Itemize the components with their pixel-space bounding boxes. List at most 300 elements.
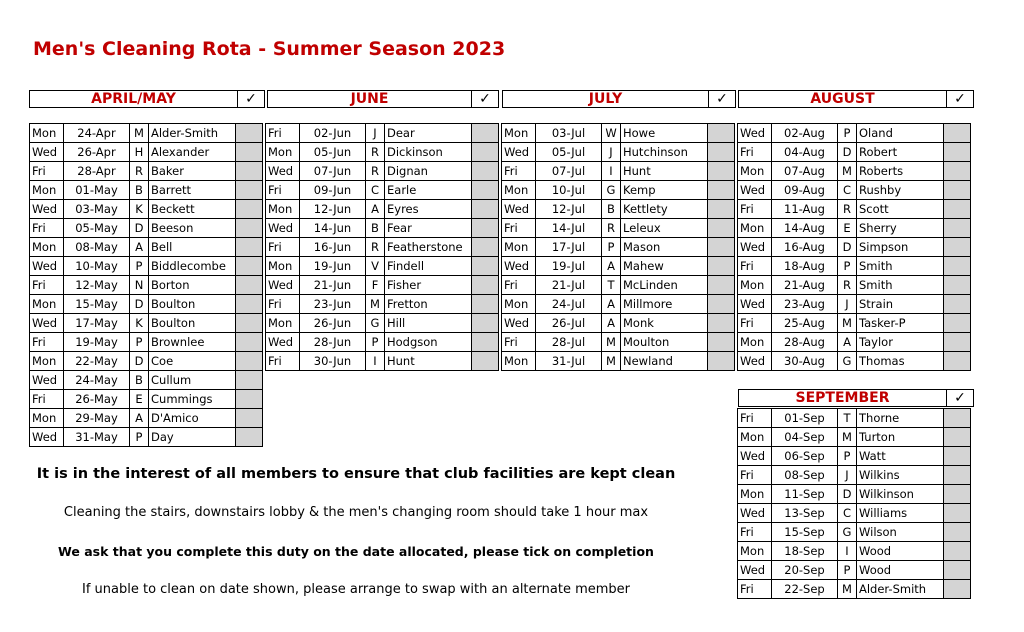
name-cell: Eyres [385, 200, 472, 219]
day-cell: Mon [266, 257, 300, 276]
day-cell: Fri [738, 143, 772, 162]
tick-box[interactable] [944, 238, 971, 257]
table-row [266, 333, 499, 352]
name-cell: Monk [621, 314, 708, 333]
day-cell: Mon [30, 295, 64, 314]
day-cell: Wed [30, 314, 64, 333]
initial-cell: W [602, 124, 621, 143]
initial-cell: P [838, 561, 857, 580]
name-cell: McLinden [621, 276, 708, 295]
name-cell: Newland [621, 352, 708, 371]
tick-box[interactable] [236, 143, 263, 162]
day-cell: Fri [30, 219, 64, 238]
tick-box[interactable] [472, 124, 499, 143]
table-row [502, 219, 735, 238]
tick-box[interactable] [472, 162, 499, 181]
date-cell: 23-Jun [300, 295, 366, 314]
table-row [738, 295, 971, 314]
name-cell: Sherry [857, 219, 944, 238]
rota-table-june [265, 123, 499, 371]
table-row [30, 295, 263, 314]
table-row [502, 352, 735, 371]
table-row [266, 162, 499, 181]
day-cell: Wed [30, 428, 64, 447]
date-cell: 28-Jun [300, 333, 366, 352]
date-cell: 08-Sep [772, 466, 838, 485]
tick-box[interactable] [708, 314, 735, 333]
tick-box[interactable] [708, 352, 735, 371]
tick-box[interactable] [944, 314, 971, 333]
initial-cell: T [838, 409, 857, 428]
name-cell: Dignan [385, 162, 472, 181]
table-row [502, 181, 735, 200]
name-cell: Roberts [857, 162, 944, 181]
name-cell: Thorne [857, 409, 944, 428]
day-cell: Mon [502, 238, 536, 257]
month-title: JULY [588, 91, 623, 107]
table-row [502, 162, 735, 181]
date-cell: 05-May [64, 219, 130, 238]
table-row [738, 542, 971, 561]
day-cell: Fri [502, 276, 536, 295]
note-swap: If unable to clean on date shown, please arrange to swap with an alternate member [81, 582, 630, 597]
initial-cell: R [130, 162, 149, 181]
tick-box[interactable] [236, 124, 263, 143]
initial-cell: B [130, 371, 149, 390]
tick-box[interactable] [944, 352, 971, 371]
date-cell: 09-Jun [300, 181, 366, 200]
name-cell: Hunt [621, 162, 708, 181]
tick-box[interactable] [708, 200, 735, 219]
tick-box[interactable] [708, 276, 735, 295]
tick-box[interactable] [944, 447, 971, 466]
month-title: SEPTEMBER [795, 390, 890, 406]
table-row [266, 314, 499, 333]
table-row [502, 257, 735, 276]
table-row [502, 238, 735, 257]
initial-cell: D [130, 352, 149, 371]
name-cell: Bell [149, 238, 236, 257]
name-cell: Smith [857, 276, 944, 295]
table-row [266, 257, 499, 276]
date-cell: 05-Jun [300, 143, 366, 162]
tick-box[interactable] [944, 333, 971, 352]
table-row [266, 124, 499, 143]
day-cell: Mon [502, 295, 536, 314]
table-row [30, 181, 263, 200]
tick-header-icon: ✓ [946, 91, 973, 107]
initial-cell: I [366, 352, 385, 371]
initial-cell: N [130, 276, 149, 295]
day-cell: Mon [266, 200, 300, 219]
day-cell: Mon [738, 219, 772, 238]
day-cell: Mon [30, 352, 64, 371]
date-cell: 20-Sep [772, 561, 838, 580]
day-cell: Mon [502, 352, 536, 371]
date-cell: 23-Aug [772, 295, 838, 314]
initial-cell: C [366, 181, 385, 200]
table-row [738, 314, 971, 333]
day-cell: Fri [738, 200, 772, 219]
tick-box[interactable] [236, 219, 263, 238]
initial-cell: M [838, 314, 857, 333]
date-cell: 04-Aug [772, 143, 838, 162]
date-cell: 14-Jun [300, 219, 366, 238]
tick-box[interactable] [944, 162, 971, 181]
rota-table-august [737, 123, 971, 371]
tick-box[interactable] [236, 371, 263, 390]
date-cell: 22-May [64, 352, 130, 371]
date-cell: 24-May [64, 371, 130, 390]
tick-box[interactable] [944, 124, 971, 143]
initial-cell: P [838, 124, 857, 143]
tick-box[interactable] [236, 276, 263, 295]
day-cell: Wed [30, 371, 64, 390]
day-cell: Fri [738, 580, 772, 599]
initial-cell: A [130, 409, 149, 428]
name-cell: Wilson [857, 523, 944, 542]
initial-cell: R [366, 143, 385, 162]
table-row [738, 447, 971, 466]
month-header-july [502, 90, 736, 108]
name-cell: D'Amico [149, 409, 236, 428]
date-cell: 22-Sep [772, 580, 838, 599]
note-tick-on-completion: We ask that you complete this duty on the date allocated, please tick on completion [58, 544, 654, 559]
initial-cell: B [366, 219, 385, 238]
date-cell: 12-Jun [300, 200, 366, 219]
note-duration: Cleaning the stairs, downstairs lobby & the men's changing room should take 1 hour max [63, 505, 649, 520]
date-cell: 19-May [64, 333, 130, 352]
date-cell: 30-Aug [772, 352, 838, 371]
initial-cell: P [366, 333, 385, 352]
name-cell: Kettlety [621, 200, 708, 219]
table-row [30, 428, 263, 447]
tick-box[interactable] [236, 238, 263, 257]
date-cell: 03-May [64, 200, 130, 219]
tick-box[interactable] [472, 219, 499, 238]
initial-cell: P [838, 257, 857, 276]
tick-box[interactable] [236, 162, 263, 181]
tick-box[interactable] [472, 352, 499, 371]
name-cell: Baker [149, 162, 236, 181]
day-cell: Wed [266, 162, 300, 181]
tick-box[interactable] [472, 333, 499, 352]
initial-cell: A [366, 200, 385, 219]
date-cell: 16-Jun [300, 238, 366, 257]
initial-cell: H [130, 143, 149, 162]
date-cell: 04-Sep [772, 428, 838, 447]
day-cell: Mon [738, 428, 772, 447]
table-row [502, 276, 735, 295]
table-row [738, 428, 971, 447]
initial-cell: E [130, 390, 149, 409]
month-title: JUNE [350, 91, 389, 107]
name-cell: Alder-Smith [149, 124, 236, 143]
initial-cell: P [838, 447, 857, 466]
day-cell: Fri [266, 295, 300, 314]
day-cell: Mon [502, 181, 536, 200]
date-cell: 28-Jul [536, 333, 602, 352]
name-cell: Hodgson [385, 333, 472, 352]
day-cell: Wed [266, 333, 300, 352]
initial-cell: G [602, 181, 621, 200]
month-header-september [738, 389, 974, 407]
tick-box[interactable] [708, 333, 735, 352]
tick-box[interactable] [708, 238, 735, 257]
date-cell: 17-Jul [536, 238, 602, 257]
day-cell: Wed [738, 561, 772, 580]
name-cell: Wilkins [857, 466, 944, 485]
table-row [738, 276, 971, 295]
date-cell: 21-Jul [536, 276, 602, 295]
name-cell: Wilkinson [857, 485, 944, 504]
day-cell: Wed [30, 257, 64, 276]
date-cell: 02-Aug [772, 124, 838, 143]
name-cell: Turton [857, 428, 944, 447]
name-cell: Dickinson [385, 143, 472, 162]
day-cell: Fri [738, 466, 772, 485]
date-cell: 12-Jul [536, 200, 602, 219]
initial-cell: P [130, 257, 149, 276]
initial-cell: R [838, 200, 857, 219]
tick-box[interactable] [236, 200, 263, 219]
table-row [30, 238, 263, 257]
tick-box[interactable] [708, 257, 735, 276]
name-cell: Watt [857, 447, 944, 466]
initial-cell: M [130, 124, 149, 143]
table-row [266, 276, 499, 295]
table-row [30, 124, 263, 143]
page-title: Men's Cleaning Rota - Summer Season 2023 [33, 38, 506, 60]
tick-box[interactable] [708, 124, 735, 143]
tick-box[interactable] [944, 542, 971, 561]
tick-box[interactable] [236, 428, 263, 447]
tick-box[interactable] [472, 257, 499, 276]
tick-box[interactable] [236, 352, 263, 371]
name-cell: Findell [385, 257, 472, 276]
name-cell: Wood [857, 561, 944, 580]
name-cell: Kemp [621, 181, 708, 200]
table-row [738, 257, 971, 276]
initial-cell: I [602, 162, 621, 181]
date-cell: 18-Aug [772, 257, 838, 276]
name-cell: Howe [621, 124, 708, 143]
tick-box[interactable] [236, 390, 263, 409]
table-row [502, 314, 735, 333]
name-cell: Dear [385, 124, 472, 143]
tick-box[interactable] [472, 200, 499, 219]
initial-cell: D [838, 485, 857, 504]
name-cell: Cullum [149, 371, 236, 390]
tick-box[interactable] [472, 238, 499, 257]
rota-table-july [501, 123, 735, 371]
initial-cell: R [366, 238, 385, 257]
name-cell: Alexander [149, 143, 236, 162]
table-row [30, 200, 263, 219]
date-cell: 25-Aug [772, 314, 838, 333]
table-row [738, 238, 971, 257]
table-row [30, 409, 263, 428]
name-cell: Oland [857, 124, 944, 143]
month-header-august [738, 90, 974, 108]
date-cell: 21-Aug [772, 276, 838, 295]
name-cell: Cummings [149, 390, 236, 409]
date-cell: 14-Aug [772, 219, 838, 238]
tick-box[interactable] [236, 295, 263, 314]
name-cell: Simpson [857, 238, 944, 257]
initial-cell: P [130, 428, 149, 447]
tick-box[interactable] [944, 143, 971, 162]
table-row [738, 143, 971, 162]
tick-box[interactable] [708, 295, 735, 314]
day-cell: Wed [738, 238, 772, 257]
table-row [266, 295, 499, 314]
date-cell: 31-May [64, 428, 130, 447]
name-cell: Wood [857, 542, 944, 561]
tick-box[interactable] [944, 219, 971, 238]
table-row [738, 200, 971, 219]
day-cell: Fri [738, 314, 772, 333]
tick-box[interactable] [944, 428, 971, 447]
table-row [30, 162, 263, 181]
name-cell: Featherstone [385, 238, 472, 257]
day-cell: Wed [502, 143, 536, 162]
date-cell: 14-Jul [536, 219, 602, 238]
day-cell: Fri [502, 162, 536, 181]
table-row [266, 352, 499, 371]
table-row [30, 219, 263, 238]
day-cell: Wed [266, 276, 300, 295]
tick-box[interactable] [236, 333, 263, 352]
tick-header-icon: ✓ [471, 91, 498, 107]
name-cell: Robert [857, 143, 944, 162]
date-cell: 28-Aug [772, 333, 838, 352]
tick-box[interactable] [944, 200, 971, 219]
day-cell: Fri [738, 257, 772, 276]
day-cell: Wed [738, 295, 772, 314]
table-row [738, 466, 971, 485]
table-row [738, 333, 971, 352]
day-cell: Fri [266, 352, 300, 371]
name-cell: Tasker-P [857, 314, 944, 333]
tick-header-icon: ✓ [946, 390, 973, 406]
date-cell: 09-Aug [772, 181, 838, 200]
date-cell: 29-May [64, 409, 130, 428]
day-cell: Mon [30, 409, 64, 428]
day-cell: Wed [502, 314, 536, 333]
initial-cell: B [602, 200, 621, 219]
tick-box[interactable] [944, 181, 971, 200]
table-row [266, 143, 499, 162]
table-row [266, 181, 499, 200]
name-cell: Fretton [385, 295, 472, 314]
date-cell: 24-Apr [64, 124, 130, 143]
initial-cell: J [602, 143, 621, 162]
day-cell: Wed [266, 219, 300, 238]
tick-box[interactable] [708, 162, 735, 181]
tick-box[interactable] [944, 257, 971, 276]
tick-box[interactable] [944, 561, 971, 580]
tick-box[interactable] [944, 485, 971, 504]
initial-cell: I [838, 542, 857, 561]
name-cell: Fisher [385, 276, 472, 295]
tick-box[interactable] [944, 409, 971, 428]
name-cell: Strain [857, 295, 944, 314]
tick-box[interactable] [472, 276, 499, 295]
day-cell: Mon [30, 181, 64, 200]
day-cell: Mon [266, 314, 300, 333]
tick-box[interactable] [944, 504, 971, 523]
day-cell: Fri [30, 276, 64, 295]
tick-box[interactable] [944, 523, 971, 542]
name-cell: Boulton [149, 314, 236, 333]
date-cell: 16-Aug [772, 238, 838, 257]
tick-box[interactable] [236, 409, 263, 428]
tick-box[interactable] [708, 143, 735, 162]
tick-box[interactable] [944, 466, 971, 485]
day-cell: Fri [738, 409, 772, 428]
date-cell: 12-May [64, 276, 130, 295]
month-title: APRIL/MAY [91, 91, 176, 107]
day-cell: Wed [502, 257, 536, 276]
tick-box[interactable] [472, 314, 499, 333]
date-cell: 07-Jun [300, 162, 366, 181]
tick-box[interactable] [472, 295, 499, 314]
date-cell: 15-May [64, 295, 130, 314]
table-row [30, 390, 263, 409]
date-cell: 01-May [64, 181, 130, 200]
table-row [738, 504, 971, 523]
tick-box[interactable] [944, 295, 971, 314]
table-row [738, 523, 971, 542]
table-row [30, 276, 263, 295]
tick-box[interactable] [236, 257, 263, 276]
date-cell: 08-May [64, 238, 130, 257]
tick-box[interactable] [708, 181, 735, 200]
tick-header-icon: ✓ [237, 91, 264, 107]
table-row [502, 200, 735, 219]
initial-cell: A [838, 333, 857, 352]
tick-box[interactable] [236, 314, 263, 333]
tick-box[interactable] [472, 181, 499, 200]
date-cell: 17-May [64, 314, 130, 333]
tick-box[interactable] [472, 143, 499, 162]
day-cell: Mon [738, 485, 772, 504]
tick-box[interactable] [944, 580, 971, 599]
date-cell: 10-Jul [536, 181, 602, 200]
table-row [738, 485, 971, 504]
tick-box[interactable] [708, 219, 735, 238]
table-row [502, 143, 735, 162]
table-row [266, 219, 499, 238]
date-cell: 26-Apr [64, 143, 130, 162]
name-cell: Moulton [621, 333, 708, 352]
name-cell: Beckett [149, 200, 236, 219]
table-row [738, 181, 971, 200]
date-cell: 15-Sep [772, 523, 838, 542]
name-cell: Rushby [857, 181, 944, 200]
rota-table-september [737, 408, 971, 599]
table-row [30, 143, 263, 162]
date-cell: 18-Sep [772, 542, 838, 561]
tick-box[interactable] [944, 276, 971, 295]
initial-cell: J [838, 295, 857, 314]
initial-cell: D [838, 238, 857, 257]
name-cell: Beeson [149, 219, 236, 238]
date-cell: 19-Jun [300, 257, 366, 276]
tick-box[interactable] [236, 181, 263, 200]
day-cell: Mon [738, 542, 772, 561]
